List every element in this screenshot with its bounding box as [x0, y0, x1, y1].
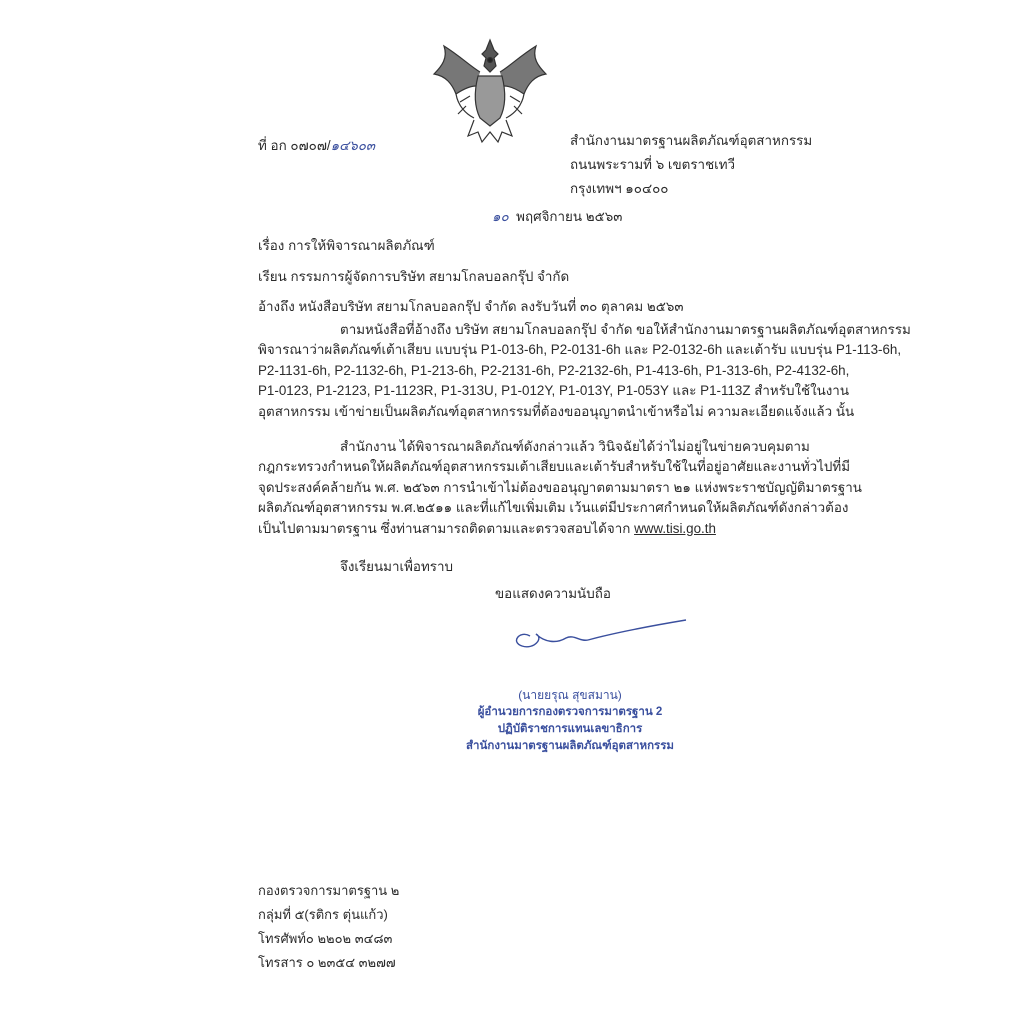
reference-number	[258, 135, 375, 156]
reference-handwritten-number: ๑๔๖๐๓	[330, 139, 376, 154]
body-paragraph-2	[258, 437, 862, 539]
paragraph-line: P2-1131-6h, P2-1132-6h, P1-213-6h, P2-2131-6h, P2-2132-6h, P1-413-6h, P1-313-6h, P2-4132-6h,	[258, 362, 850, 378]
paragraph-line: กฎกระทรวงกำหนดให้ผลิตภัณฑ์อุตสาหกรรมเต้าเสียบและเต้ารับสำหรับใช้ในที่อยู่อาศัยและงานทั่วไปที่มี	[258, 459, 851, 475]
signature-icon	[500, 612, 690, 658]
notify-line: จึงเรียนมาเพื่อทราบ	[340, 559, 453, 574]
footer-line: โทรสาร ๐ ๒๓๕๔ ๓๒๗๗	[258, 955, 396, 970]
sender-address-line: สำนักงานมาตรฐานผลิตภัณฑ์อุตสาหกรรม	[570, 133, 813, 148]
signatory-name: (นายยรุณ สุขสมาน)	[518, 688, 622, 702]
paragraph-line: P1-0123, P1-2123, P1-1123R, P1-313U, P1-012Y, P1-013Y, P1-053Y และ P1-113Z สำหรับใช้ในงาน	[258, 383, 849, 399]
letter-subject: เรื่อง การให้พิจารณาผลิตภัณฑ์	[258, 238, 435, 253]
footer-line: กลุ่มที่ ๕(รติกร ตุ่นแก้ว)	[258, 907, 388, 922]
signatory-title: ผู้อำนวยการกองตรวจการมาตรฐาน 2	[477, 706, 663, 718]
letter-reference: อ้างถึง หนังสือบริษัท สยามโกลบอลกรุ๊ป จำกัด ลงรับวันที่ ๓๐ ตุลาคม ๒๕๖๓	[258, 299, 684, 314]
date-month-year: พฤศจิกายน ๒๕๖๓	[516, 209, 623, 224]
paragraph-line	[258, 519, 808, 539]
reference-label: ที่ อก ๐๗๐๗/	[258, 138, 331, 153]
letter-date	[492, 206, 622, 227]
paragraph-line: พิจารณาว่าผลิตภัณฑ์เต้าเสียบ แบบรุ่น P1-013-6h, P2-0131-6h และ P2-0132-6h และเต้ารับ แบบรุ่น P1-113-6h,	[258, 342, 902, 358]
website-link[interactable]: www.tisi.go.th	[634, 520, 716, 536]
paragraph-line: อุตสาหกรรม เข้าข่ายเป็นผลิตภัณฑ์อุตสาหกรรมที่ต้องขออนุญาตนำเข้าหรือไม่ ความละเอียดแจ้งแล้ว นั้น	[258, 403, 855, 419]
paragraph-text: เป็นไปตามมาตรฐาน ซึ่งท่านสามารถติดตามและตรวจสอบได้จาก	[258, 520, 631, 536]
signatory-title: ปฏิบัติราชการแทนเลขาธิการ	[497, 723, 643, 735]
paragraph-line: จุดประสงค์คล้ายกัน พ.ศ. ๒๕๖๓ การนำเข้าไม่ต้องขออนุญาตตามมาตรา ๒๑ แห่งพระราชบัญญัติมาตรฐาน	[258, 479, 862, 495]
paragraph-line: ตามหนังสือที่อ้างถึง บริษัท สยามโกลบอลกรุ๊ป จำกัด ขอให้สำนักงานมาตรฐานผลิตภัณฑ์อุตสาหกรรม	[340, 322, 911, 337]
signatory-title: สำนักงานมาตรฐานผลิตภัณฑ์อุตสาหกรรม	[466, 740, 674, 752]
footer-line: โทรศัพท์๐ ๒๒๐๒ ๓๔๘๓	[258, 931, 393, 946]
sender-address-line: กรุงเทพฯ ๑๐๔๐๐	[570, 181, 669, 196]
garuda-emblem-icon	[430, 36, 550, 148]
date-day-handwritten: ๑๐	[492, 210, 509, 225]
closing-salutation: ขอแสดงความนับถือ	[495, 586, 611, 601]
paragraph-line: ผลิตภัณฑ์อุตสาหกรรม พ.ศ.๒๕๑๑ และที่แก้ไขเพิ่มเติม เว้นแต่มีประกาศกำหนดให้ผลิตภัณฑ์ดังกล่าวต้อง	[258, 500, 849, 516]
footer-line: กองตรวจการมาตรฐาน ๒	[258, 883, 400, 898]
sender-address-line: ถนนพระรามที่ ๖ เขตราชเทวี	[570, 157, 736, 172]
paragraph-line: สำนักงาน ได้พิจารณาผลิตภัณฑ์ดังกล่าวแล้ว วินิจฉัยได้ว่าไม่อยู่ในข่ายควบคุมตาม	[340, 439, 810, 454]
body-paragraph-1	[258, 320, 911, 422]
letter-recipient: เรียน กรรมการผู้จัดการบริษัท สยามโกลบอลกรุ๊ป จำกัด	[258, 269, 570, 284]
